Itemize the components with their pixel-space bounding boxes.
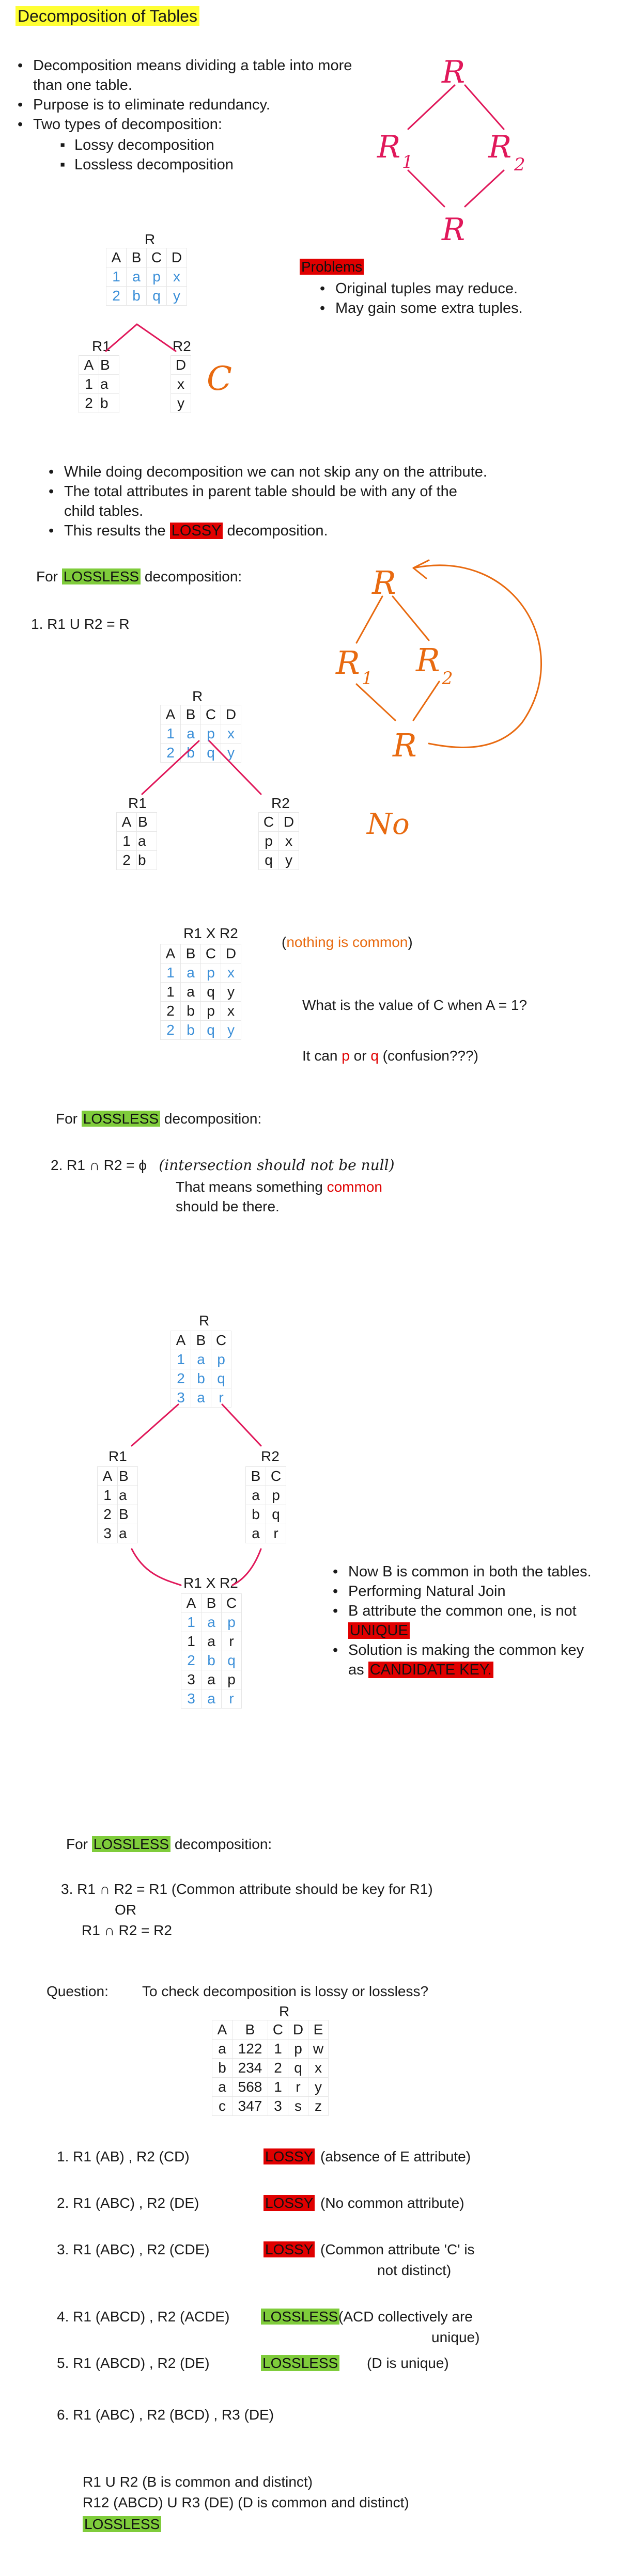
ink-arrowhead xyxy=(413,560,429,578)
cross-product-label: R1 X R2 xyxy=(183,925,238,941)
hw-r: R xyxy=(372,564,396,602)
answer-question: 6. R1 (ABC) , R2 (BCD) , R3 (DE) xyxy=(57,2407,274,2423)
table-r1: A B 1 a 2 b xyxy=(116,812,157,870)
table-r1-label: R1 xyxy=(92,338,111,354)
ink-line xyxy=(408,85,455,129)
table-r2-label: R2 xyxy=(173,338,191,354)
ink-line xyxy=(357,684,395,720)
table-r-label: R xyxy=(199,1313,210,1329)
rule-item: • While doing decomposition we can not skip any on the attribute. xyxy=(64,462,487,482)
condition-2-line2: That means something common xyxy=(176,1179,382,1195)
hw-r1: R xyxy=(336,644,360,682)
table-r-label: R xyxy=(192,688,203,704)
table-r: A B C D 1 a p x 2 b q y xyxy=(106,248,187,306)
ink-line xyxy=(106,324,137,351)
answer-note: unique) xyxy=(431,2329,480,2345)
hw-r: R xyxy=(442,54,466,90)
intro-line: • Decomposition means dividing a table into more than one table. xyxy=(33,56,352,95)
types-list xyxy=(57,135,234,175)
table-r: A B C D 1 a p x 2 b q y xyxy=(160,705,241,763)
table-r1-label: R1 xyxy=(109,1448,127,1464)
answer-step: R12 (ABCD) U R3 (DE) (D is common and distinct) xyxy=(83,2494,409,2510)
hw-r1-sub: 1 xyxy=(402,152,413,172)
table-r1: A B 1 a 2 b xyxy=(79,355,119,413)
ink-line xyxy=(393,596,429,640)
table-r2-label: R2 xyxy=(271,795,290,811)
join-note: • Solution is making the common key as CANDIDATE KEY. xyxy=(348,1640,592,1680)
lossy-badge: LOSSY xyxy=(264,2194,315,2212)
question-c: What is the value of C when A = 1? xyxy=(302,997,528,1013)
table-r2-label: R2 xyxy=(261,1448,280,1464)
lossy-badge: LOSSY xyxy=(264,2148,315,2166)
hw-r-bottom: R xyxy=(393,726,417,764)
answer-note: (No common attribute) xyxy=(320,2195,464,2211)
page-title: Decomposition of Tables xyxy=(16,6,199,26)
intro-list xyxy=(16,56,352,134)
condition-1: 1. R1 U R2 = R xyxy=(31,616,130,632)
ink-line xyxy=(408,170,444,207)
lossless-heading-1: For LOSSLESS decomposition: xyxy=(36,568,242,584)
rules-list xyxy=(47,462,487,541)
hw-c: C xyxy=(207,360,232,398)
rule-item: • The total attributes in parent table should be with any of the child tables. xyxy=(64,482,487,521)
table-r2: D x y xyxy=(171,355,191,413)
condition-2: 2. R1 ∩ R2 = ϕ (intersection should not be null) xyxy=(51,1157,395,1174)
answer-question: 2. R1 (ABC) , R2 (DE) xyxy=(57,2195,199,2211)
rule-item: • This results the LOSSY decomposition. xyxy=(64,521,487,541)
answer-note: (Common attribute 'C' is xyxy=(320,2241,475,2257)
table-r-label: R xyxy=(145,231,156,247)
ink-arrow xyxy=(413,565,541,748)
answer-note: (absence of E attribute) xyxy=(320,2148,471,2164)
answer-note: (D is unique) xyxy=(367,2355,449,2371)
nothing-common-note: (nothing is common) xyxy=(282,934,413,950)
lossless-badge: LOSSLESS xyxy=(261,2354,339,2372)
ink-line xyxy=(222,1404,261,1446)
ink-line xyxy=(137,324,176,351)
table-r1: A B 1 a 2 B 3 a xyxy=(97,1466,138,1543)
hw-r2-sub: 2 xyxy=(442,668,453,689)
ink-line xyxy=(132,1404,178,1446)
hw-r2: R xyxy=(416,641,440,679)
ink-line xyxy=(413,682,439,720)
answer-question: 4. R1 (ABCD) , R2 (ACDE) xyxy=(57,2309,230,2325)
question-text: To check decomposition is lossy or lossless? xyxy=(142,1983,429,1999)
answer-note: (ACD collectively are xyxy=(338,2309,473,2325)
natural-join-table: A B C 1 a p 1 a r 2 b q 3 a p 3 a r xyxy=(181,1593,242,1709)
ink-line xyxy=(465,170,504,207)
condition-3-or: OR xyxy=(115,1902,136,1918)
type-item: ▪ Lossy decomposition xyxy=(74,135,234,155)
table-r2: C D p x q y xyxy=(258,812,299,870)
ink-line xyxy=(357,596,382,643)
table-r1-label: R1 xyxy=(128,795,147,811)
lossless-heading-2: For LOSSLESS decomposition: xyxy=(56,1111,262,1127)
intro-line: • Purpose is to eliminate redundancy. xyxy=(33,95,352,115)
problems-badge: Problems xyxy=(300,258,364,276)
intro-line: • Two types of decomposition: xyxy=(33,115,352,134)
cross-product-label: R1 X R2 xyxy=(183,1575,238,1591)
table-r2: B C a p b q a r xyxy=(245,1466,286,1543)
lossless-badge: LOSSLESS xyxy=(261,2308,339,2326)
lossless-heading-3: For LOSSLESS decomposition: xyxy=(66,1836,272,1852)
ink-line xyxy=(465,85,504,129)
hw-r1: R xyxy=(377,129,401,165)
join-note: • B attribute the common one, is not UNIQUE xyxy=(348,1601,592,1640)
cross-product-table: A B C D 1 a p x 1 a q y 2 b p x 2 b q y xyxy=(160,944,241,1040)
join-note: • Performing Natural Join xyxy=(348,1582,592,1601)
hw-no: No xyxy=(367,808,410,841)
condition-3: 3. R1 ∩ R2 = R1 (Common attribute should be key for R1) xyxy=(61,1881,433,1897)
answer-question: 5. R1 (ABCD) , R2 (DE) xyxy=(57,2355,210,2371)
answer-step: R1 U R2 (B is common and distinct) xyxy=(83,2474,313,2490)
condition-3-alt: R1 ∩ R2 = R2 xyxy=(82,1922,172,1938)
problem-item: • May gain some extra tuples. xyxy=(335,298,523,318)
join-notes-list xyxy=(331,1562,592,1680)
hw-r-bottom: R xyxy=(442,212,466,248)
confusion-note: It can p or q (confusion???) xyxy=(302,1048,478,1064)
answer-note: not distinct) xyxy=(377,2262,452,2278)
join-note: • Now B is common in both the tables. xyxy=(348,1562,592,1582)
table-r: A B C 1 a p 2 b q 3 a r xyxy=(171,1331,231,1408)
problem-item: • Original tuples may reduce. xyxy=(335,279,523,298)
hw-r2-sub: 2 xyxy=(514,154,525,175)
condition-2-line3: should be there. xyxy=(176,1198,280,1214)
hw-r2: R xyxy=(488,129,512,165)
question-label: Question: xyxy=(47,1983,109,1999)
ink-line xyxy=(132,1549,181,1585)
table-r-label: R xyxy=(279,2003,290,2019)
answer-question: 1. R1 (AB) , R2 (CD) xyxy=(57,2148,190,2164)
answer-question: 3. R1 (ABC) , R2 (CDE) xyxy=(57,2241,210,2257)
hw-r1-sub: 1 xyxy=(362,668,373,689)
lossy-badge: LOSSY xyxy=(264,2241,315,2258)
question-table: A B C D E a 122 1 p w b 234 2 q x a 568 1 r y c 347 3 s z xyxy=(212,2020,329,2116)
problems-list xyxy=(318,279,523,318)
type-item: ▪ Lossless decomposition xyxy=(74,155,234,175)
lossless-badge: LOSSLESS xyxy=(83,2516,161,2533)
